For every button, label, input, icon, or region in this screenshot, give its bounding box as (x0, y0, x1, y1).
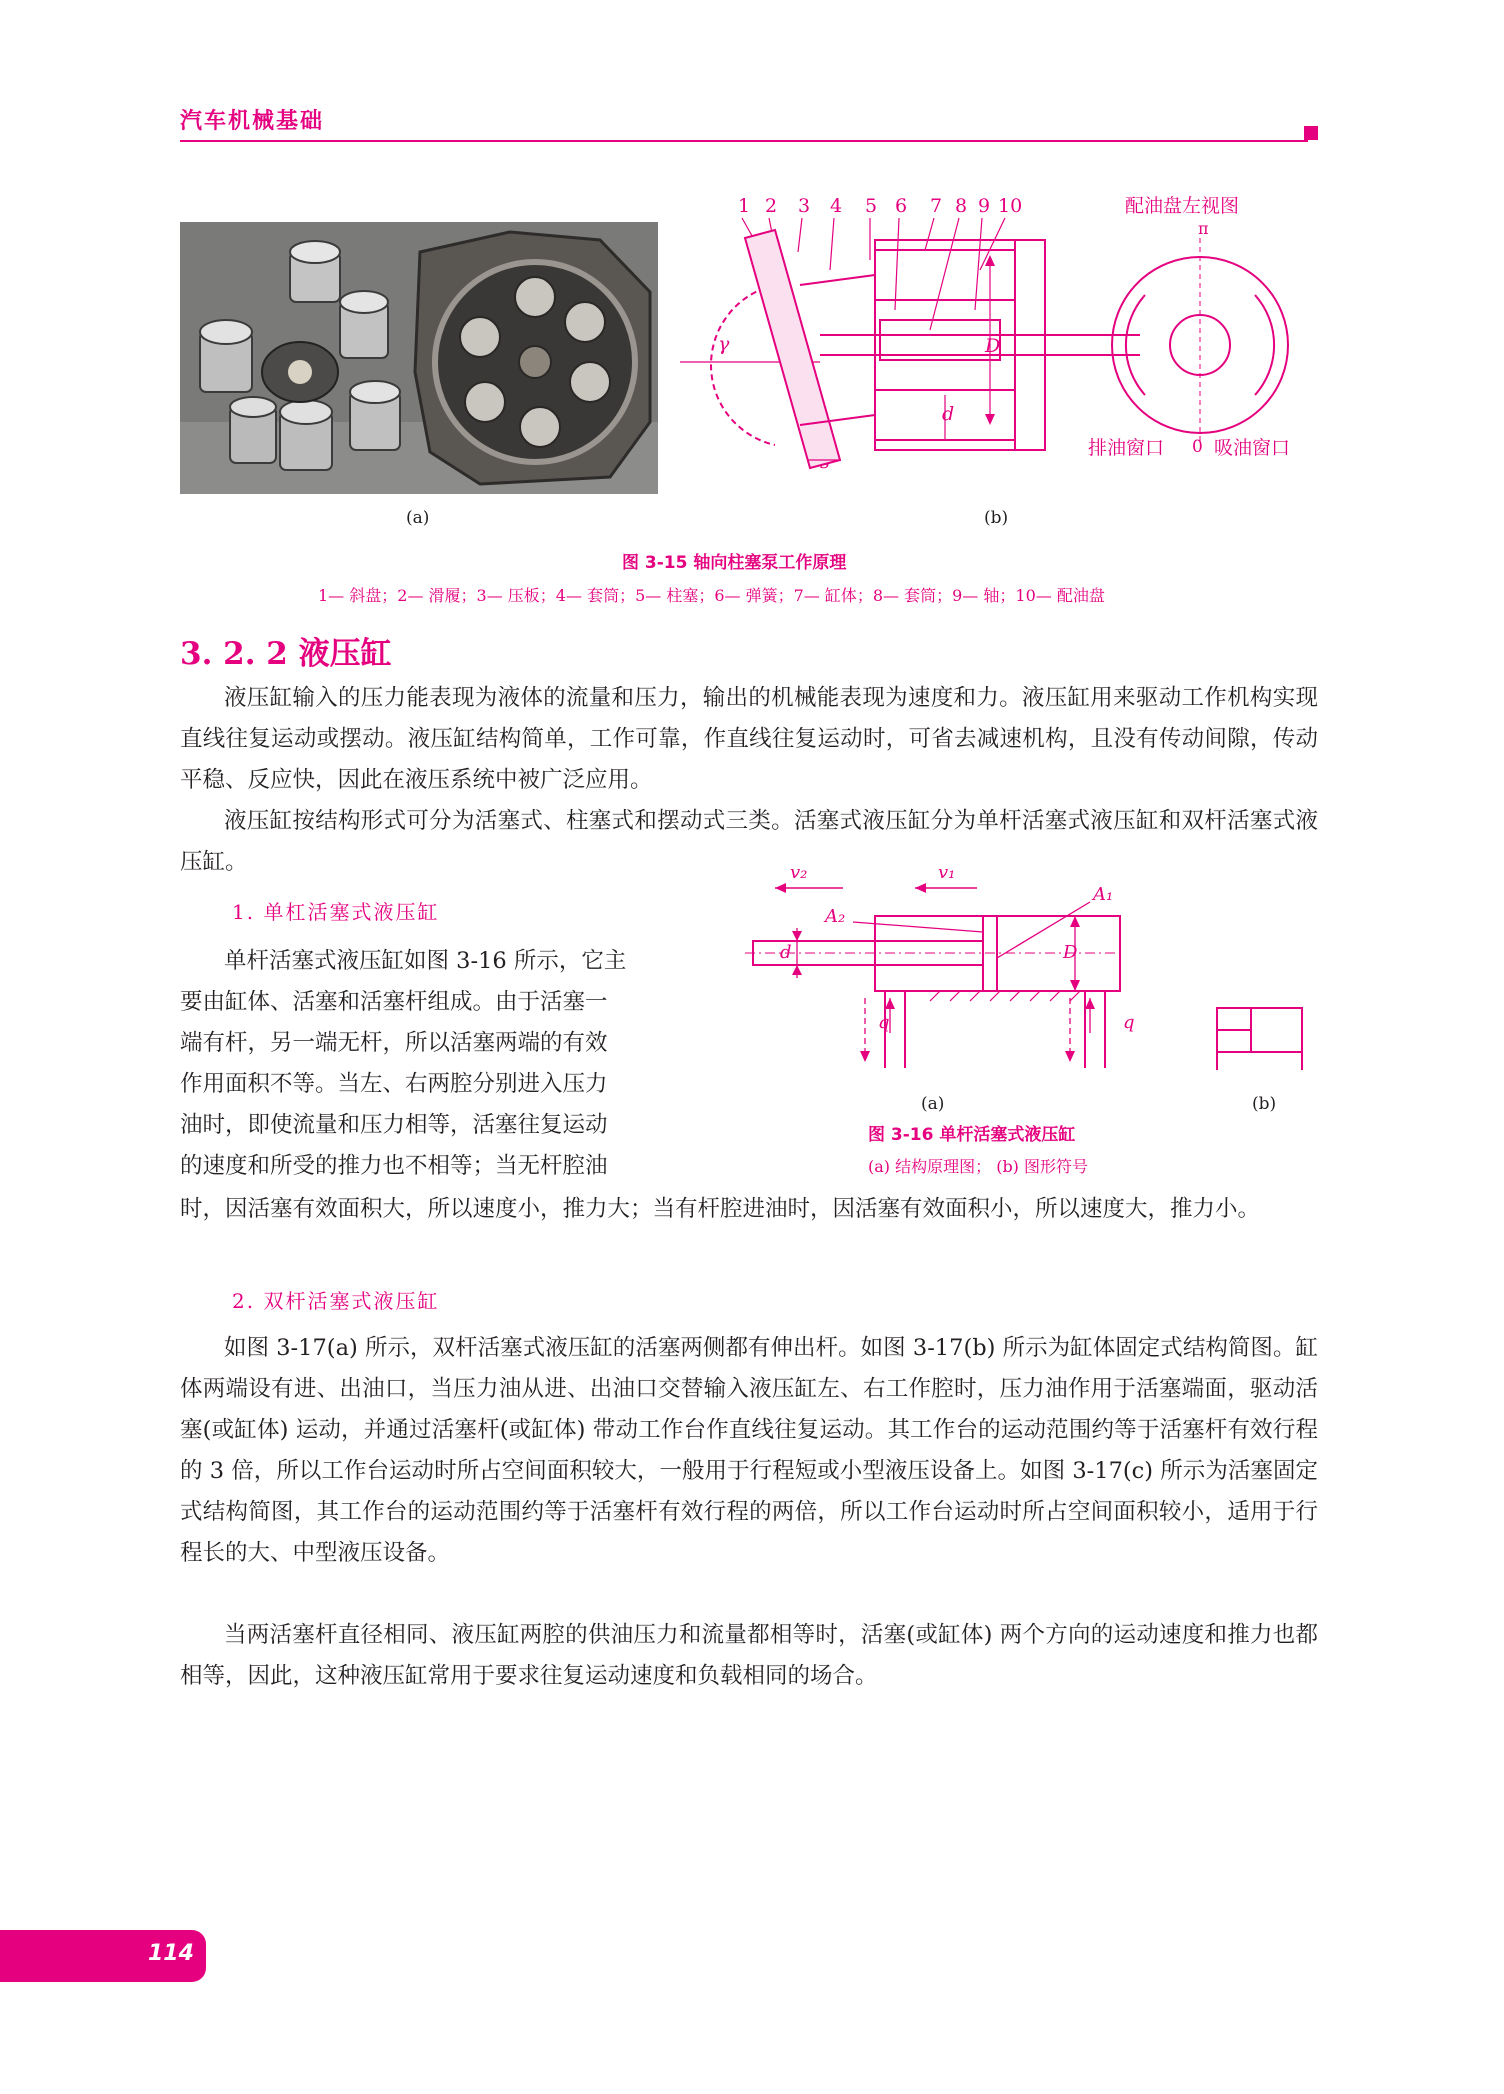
port-plate-view-label: 配油盘左视图 (1125, 195, 1240, 217)
zero-label: 0 (1192, 437, 1203, 457)
flow-q-left-label: q (878, 1012, 890, 1033)
suction-window-label: 吸油窗口 (1214, 437, 1291, 459)
pi-label: π (1198, 219, 1209, 238)
figure-3-15-caption: 图 3-15 轴向柱塞泵工作原理 (622, 553, 847, 573)
subsection-2-paragraph-2: 当两活塞杆直径相同、液压缸两腔的供油压力和流量都相等时，活塞(或缸体) 两个方向的运动速度和推力也都相等，因此，这种液压缸常用于要求往复运动速度和负载相同的场合。 (180, 1622, 1318, 1689)
part-number-label: 4 (830, 195, 843, 217)
pump-parts-photo (180, 222, 658, 494)
part-number-label: 2 (765, 195, 778, 217)
plunger-diameter-label: d (942, 403, 955, 425)
rod-diameter-label: d (780, 942, 792, 963)
subsection-1-line: 油时，即使流量和压力相等，活塞往复运动 (180, 1112, 608, 1138)
subsection-1-tail: 时，因活塞有效面积大，所以速度小，推力大；当有杆腔进油时，因活塞有效面积小，所以速度大，推力小。 (180, 1196, 1261, 1222)
subsection-1-heading: 1. 单杠活塞式液压缸 (232, 900, 440, 924)
part-number-label: 3 (798, 195, 811, 217)
pitch-diameter-label: D (985, 335, 1001, 357)
area-A1-label: A₁ (1093, 884, 1114, 905)
subsection-2-heading: 2. 双杆活塞式液压缸 (232, 1289, 440, 1313)
header-square-mark (1304, 126, 1318, 140)
figure-3-16-caption: 图 3-16 单杆活塞式液压缸 (868, 1125, 1076, 1145)
section-title: 3. 2. 2 液压缸 (180, 636, 392, 672)
running-header-title: 汽车机械基础 (180, 109, 325, 134)
velocity-v2-label: v₂ (790, 862, 808, 883)
figure-3-16-b-label: (b) (1252, 1094, 1277, 1114)
subsection-1-line: 单杆活塞式液压缸如图 3-16 所示，它主 (224, 948, 627, 974)
swash-angle-label: γ (718, 333, 730, 355)
area-A2-label: A₂ (825, 906, 846, 927)
part-number-label: 7 (930, 195, 943, 217)
page-number: 114 (148, 1941, 194, 1966)
velocity-v1-label: v₁ (938, 862, 956, 883)
part-number-label: 6 (895, 195, 908, 217)
discharge-window-label: 排油窗口 (1088, 437, 1165, 459)
pump-parts-photo-drawing (180, 222, 658, 494)
single-rod-cylinder-diagram (745, 858, 1330, 1098)
part-number-label: 5 (865, 195, 878, 217)
part-number-label: 8 (955, 195, 968, 217)
subsection-1-line: 作用面积不等。当左、右两腔分别进入压力 (180, 1071, 608, 1097)
subsection-1-line: 的速度和所受的推力也不相等；当无杆腔油 (180, 1153, 608, 1179)
part-number-label: 9 (978, 195, 991, 217)
section-paragraph-2: 液压缸按结构形式可分为活塞式、柱塞式和摆动式三类。活塞式液压缸分为单杆活塞式液压缸和双杆活塞式液压缸。 (180, 808, 1318, 875)
figure-3-15-a-label: (a) (406, 508, 430, 528)
flow-q-right-label: q (1123, 1012, 1135, 1033)
header-rule (180, 140, 1308, 142)
figure-3-15-b-label: (b) (984, 508, 1009, 528)
subsection-1-line: 要由缸体、活塞和活塞杆组成。由于活塞一 (180, 989, 608, 1015)
part-number-label: 1 (738, 195, 751, 217)
figure-3-16-a-label: (a) (921, 1094, 945, 1114)
subsection-1-line: 端有杆，另一端无杆，所以活塞两端的有效 (180, 1030, 608, 1056)
subsection-2-paragraph-1: 如图 3-17(a) 所示，双杆活塞式液压缸的活塞两侧都有伸出杆。如图 3-17(b) 所示为缸体固定式结构简图。缸体两端设有进、出油口，当压力油从进、出油口交替输入液压缸左、右工作腔时，压力油作用于活塞端面，驱动活塞(或缸体) 运动，并通过活塞杆(或缸体) 带动工作台作直线往复运动。其工作台的运动范围约等于活塞杆有效行程的 3 倍，所以工作台运动时所占空间面积较大，一般用于行程短或小型液压设备上。如图 3-17(c) 所示为活塞固定式结构简图，其工作台的运动范围约等于活塞杆有效行程的两倍，所以工作台运动时所占空间面积较小，适用于行程长的大、中型液压设备。 (180, 1335, 1318, 1566)
axial-piston-pump-schematic (680, 190, 1320, 490)
part-number-label: 10 (998, 195, 1023, 217)
bore-diameter-label: D (1063, 942, 1078, 963)
figure-3-15-legend: 1— 斜盘；2— 滑履；3— 压板；4— 套筒；5— 柱塞；6— 弹簧；7— 缸体；8— 套筒；9— 轴；10— 配油盘 (318, 586, 1105, 605)
section-paragraph-1: 液压缸输入的压力能表现为液体的流量和压力，输出的机械能表现为速度和力。液压缸用来驱动工作机构实现直线往复运动或摆动。液压缸结构简单，工作可靠，作直线往复运动时，可省去减速机构，且没有传动间隙，传动平稳、反应快，因此在液压系统中被广泛应用。 (180, 685, 1318, 793)
figure-3-16-legend: (a) 结构原理图； (b) 图形符号 (868, 1157, 1089, 1176)
